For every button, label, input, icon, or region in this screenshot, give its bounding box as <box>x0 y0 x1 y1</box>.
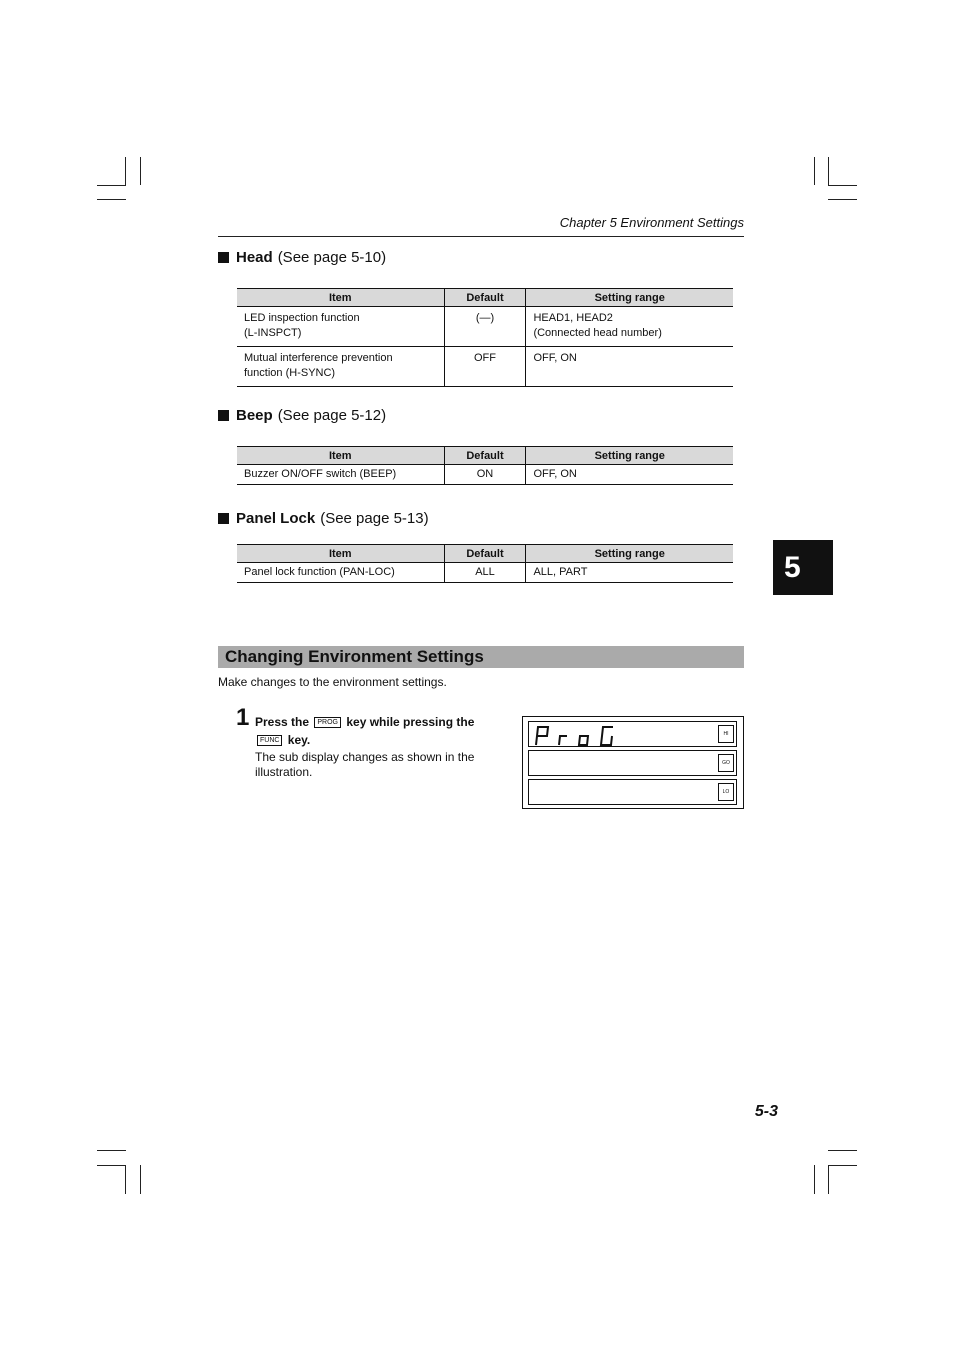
col-header-default: Default <box>444 545 526 563</box>
col-header-item: Item <box>237 289 444 307</box>
section-page-ref: (See page 5-10) <box>277 249 387 266</box>
table-row: Buzzer ON/OFF switch (BEEP) ON OFF, ON <box>237 465 733 485</box>
seven-segment-text <box>531 722 626 748</box>
table-row: Panel lock function (PAN-LOC) ALL ALL, PART <box>237 563 733 583</box>
go-lamp: GO <box>718 754 734 772</box>
prog-key-icon: PROG <box>314 717 341 728</box>
section-heading-beep <box>218 407 386 424</box>
col-header-range: Setting range <box>526 447 733 465</box>
square-bullet-icon <box>218 410 229 421</box>
col-header-item: Item <box>237 447 444 465</box>
chapter-tab: 5 <box>773 540 833 595</box>
square-bullet-icon <box>218 252 229 263</box>
display-row-lo <box>528 779 737 805</box>
page-number: 5-3 <box>754 1103 778 1120</box>
beep-settings-table <box>237 446 733 485</box>
col-header-default: Default <box>444 447 526 465</box>
col-header-item: Item <box>237 545 444 563</box>
section-heading-panel-lock <box>218 510 429 527</box>
step-instruction: Press the PROG key while pressing the FUNC key. The sub display changes as shown in the illustration. <box>255 713 495 780</box>
section-title: Beep <box>236 407 273 424</box>
func-key-icon: FUNC <box>257 735 282 746</box>
col-header-range: Setting range <box>526 545 733 563</box>
display-row-hi <box>528 721 737 747</box>
lo-lamp: LO <box>718 783 734 801</box>
step-number: 1 <box>236 704 250 731</box>
section-title: Head <box>236 249 273 266</box>
col-header-default: Default <box>444 289 526 307</box>
section-title: Panel Lock <box>236 510 316 527</box>
col-header-range: Setting range <box>526 289 733 307</box>
head-settings-table <box>237 288 733 387</box>
display-row-go <box>528 750 737 776</box>
chapter-header: Chapter 5 Environment Settings <box>559 215 744 230</box>
section-title-bar: Changing Environment Settings <box>218 646 744 668</box>
section-page-ref: (See page 5-12) <box>277 407 387 424</box>
step-description: The sub display changes as shown in the illustration. <box>255 750 475 779</box>
square-bullet-icon <box>218 513 229 524</box>
table-row: LED inspection function (L-INSPCT) (—) HEAD1, HEAD2 (Connected head number) <box>237 307 733 347</box>
hi-lamp: HI <box>718 725 734 743</box>
table-row: Mutual interference prevention function (H-SYNC) OFF OFF, ON <box>237 347 733 387</box>
section-page-ref: (See page 5-13) <box>320 510 429 527</box>
intro-text: Make changes to the environment settings. <box>218 675 447 689</box>
panel-lock-settings-table <box>237 544 733 583</box>
section-heading-head <box>218 249 386 266</box>
sub-display-illustration <box>522 716 744 809</box>
header-rule <box>218 236 744 237</box>
